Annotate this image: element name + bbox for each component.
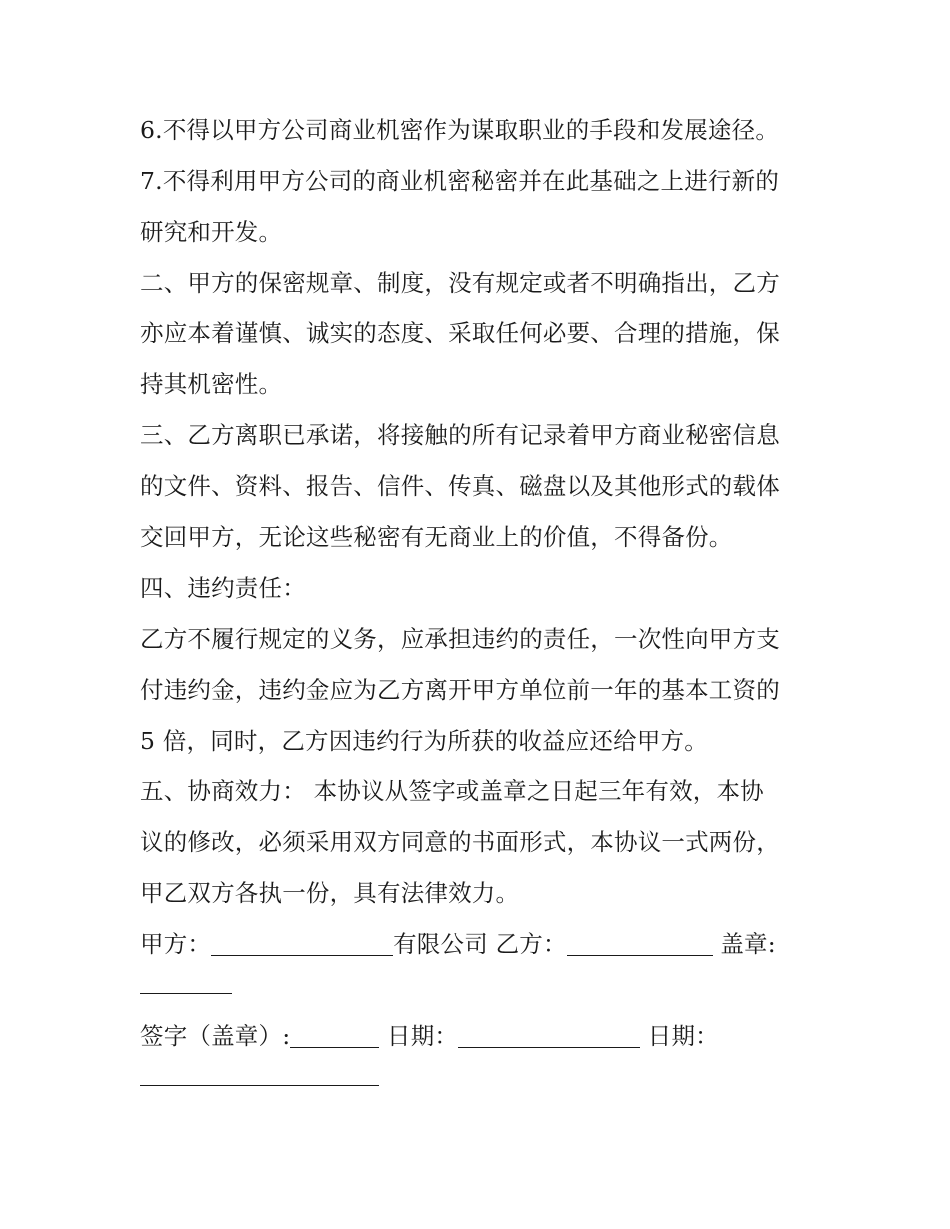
seal-blank[interactable]	[140, 971, 232, 994]
party-a-label: 甲方：	[140, 930, 212, 958]
seal-continuation	[140, 967, 232, 997]
date-a-blank[interactable]	[458, 1025, 640, 1048]
party-a-suffix: 有限公司 乙方：	[393, 930, 567, 958]
sign-date-line	[140, 1021, 719, 1051]
section-4-line-2: 付违约金，违约金应为乙方离开甲方单位前一年的基本工资的	[140, 676, 780, 704]
clause-7: 7.不得利用甲方公司的商业机密秘密并在此基础之上进行新的	[140, 167, 780, 195]
party-a-name-blank[interactable]	[211, 933, 393, 956]
section-4-line-3: 5 倍，同时，乙方因违约行为所获的收益应还给甲方。	[140, 727, 708, 755]
section-3-line-1: 三、乙方离职已承诺，将接触的所有记录着甲方商业秘密信息	[140, 421, 780, 449]
clause-6: 6.不得以甲方公司商业机密作为谋取职业的手段和发展途径。	[140, 116, 780, 144]
party-line	[140, 929, 776, 959]
party-b-name-blank[interactable]	[567, 933, 713, 956]
section-3-line-2: 的文件、资料、报告、信件、传真、磁盘以及其他形式的载体	[140, 472, 780, 500]
section-4-line-1: 乙方不履行规定的义务，应承担违约的责任，一次性向甲方支	[140, 625, 780, 653]
date-b-blank[interactable]	[140, 1063, 379, 1086]
seal-label: 盖章:	[712, 930, 776, 958]
section-2-line-3: 持其机密性。	[140, 370, 283, 398]
section-2-line-1: 二、甲方的保密规章、制度，没有规定或者不明确指出，乙方	[140, 269, 780, 297]
section-5-line-2: 议的修改，必须采用双方同意的书面形式，本协议一式两份，	[140, 828, 780, 856]
date-label-a: 日期：	[379, 1022, 459, 1050]
section-3-line-3: 交回甲方，无论这些秘密有无商业上的价值，不得备份。	[140, 523, 733, 551]
clause-7-cont: 研究和开发。	[140, 218, 283, 246]
date-continuation	[140, 1059, 379, 1089]
sign-blank[interactable]	[290, 1025, 379, 1048]
section-5-line-3: 甲乙双方各执一份，具有法律效力。	[140, 879, 520, 907]
section-4-heading: 四、违约责任：	[140, 574, 306, 602]
date-label-b: 日期：	[640, 1022, 719, 1050]
section-2-line-2: 亦应本着谨慎、诚实的态度、采取任何必要、合理的措施，保	[140, 319, 780, 347]
sign-label: 签字（盖章）:	[140, 1022, 291, 1050]
section-5-line-1: 五、协商效力： 本协议从签字或盖章之日起三年有效，本协	[140, 777, 764, 805]
